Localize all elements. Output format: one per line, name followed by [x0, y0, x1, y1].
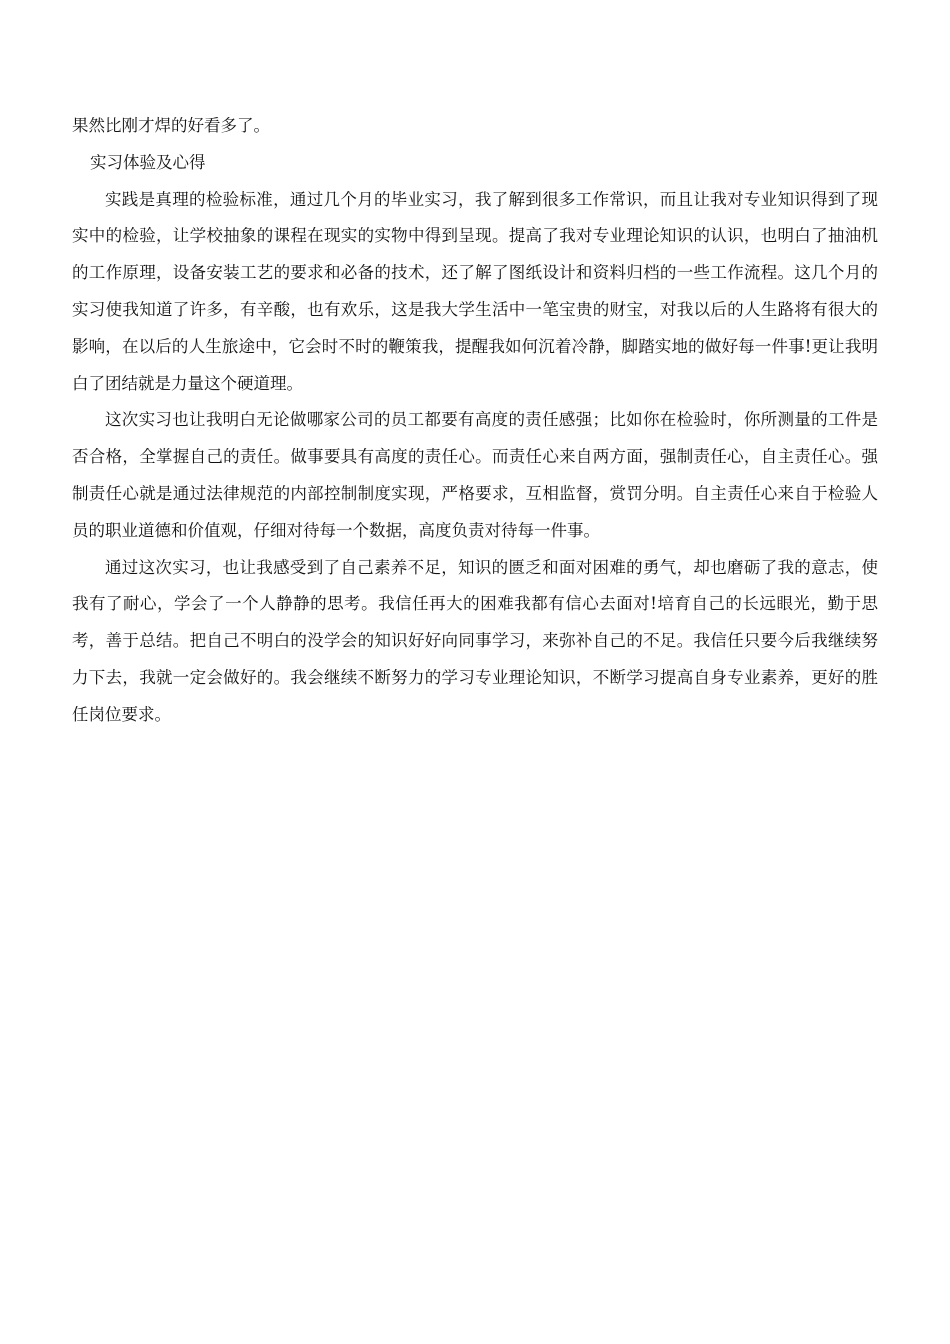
- paragraph-2: 这次实习也让我明白无论做哪家公司的员工都要有高度的责任感强；比如你在检验时，你所测量的工件是否合格，全掌握自己的责任。做事要具有高度的责任心。而责任心来自两方面，强制责任心，自主责任心。强制责任心就是通过法律规范的内部控制制度实现，严格要求，互相监督，赏罚分明。自主责任心来自于检验人员的职业道德和价值观，仔细对待每一个数据，高度负责对待每一件事。: [72, 410, 878, 540]
- paragraph-1: 实践是真理的检验标准，通过几个月的毕业实习，我了解到很多工作常识，而且让我对专业知识得到了现实中的检验，让学校抽象的课程在现实的实物中得到呈现。提高了我对专业理论知识的认识，也明白了抽油机的工作原理，设备安装工艺的要求和必备的技术，还了解了图纸设计和资料归档的一些工作流程。这几个月的实习使我知道了许多，有辛酸，也有欢乐，这是我大学生活中一笔宝贵的财宝，对我以后的人生路将有很大的影响，在以后的人生旅途中，它会时不时的鞭策我，提醒我如何沉着冷静，脚踏实地的做好每一件事!更让我明白了团结就是力量这个硬道理。: [72, 189, 878, 393]
- paragraph-3: 通过这次实习，也让我感受到了自己素养不足，知识的匮乏和面对困难的勇气，却也磨砺了我的意志，使我有了耐心，学会了一个人静静的思考。我信任再大的困难我都有信心去面对!培育自己的长远眼光，勤于思考，善于总结。把自己不明白的没学会的知识好好向同事学习，来弥补自己的不足。我信任只要今后我继续努力下去，我就一定会做好的。我会继续不断努力的学习专业理论知识，不断学习提高自身专业素养，更好的胜任岗位要求。: [72, 557, 878, 724]
- section-heading: 实习体验及心得: [90, 152, 206, 172]
- continuation-text: 果然比刚才焊的好看多了。: [72, 116, 270, 135]
- document-body: [72, 108, 878, 734]
